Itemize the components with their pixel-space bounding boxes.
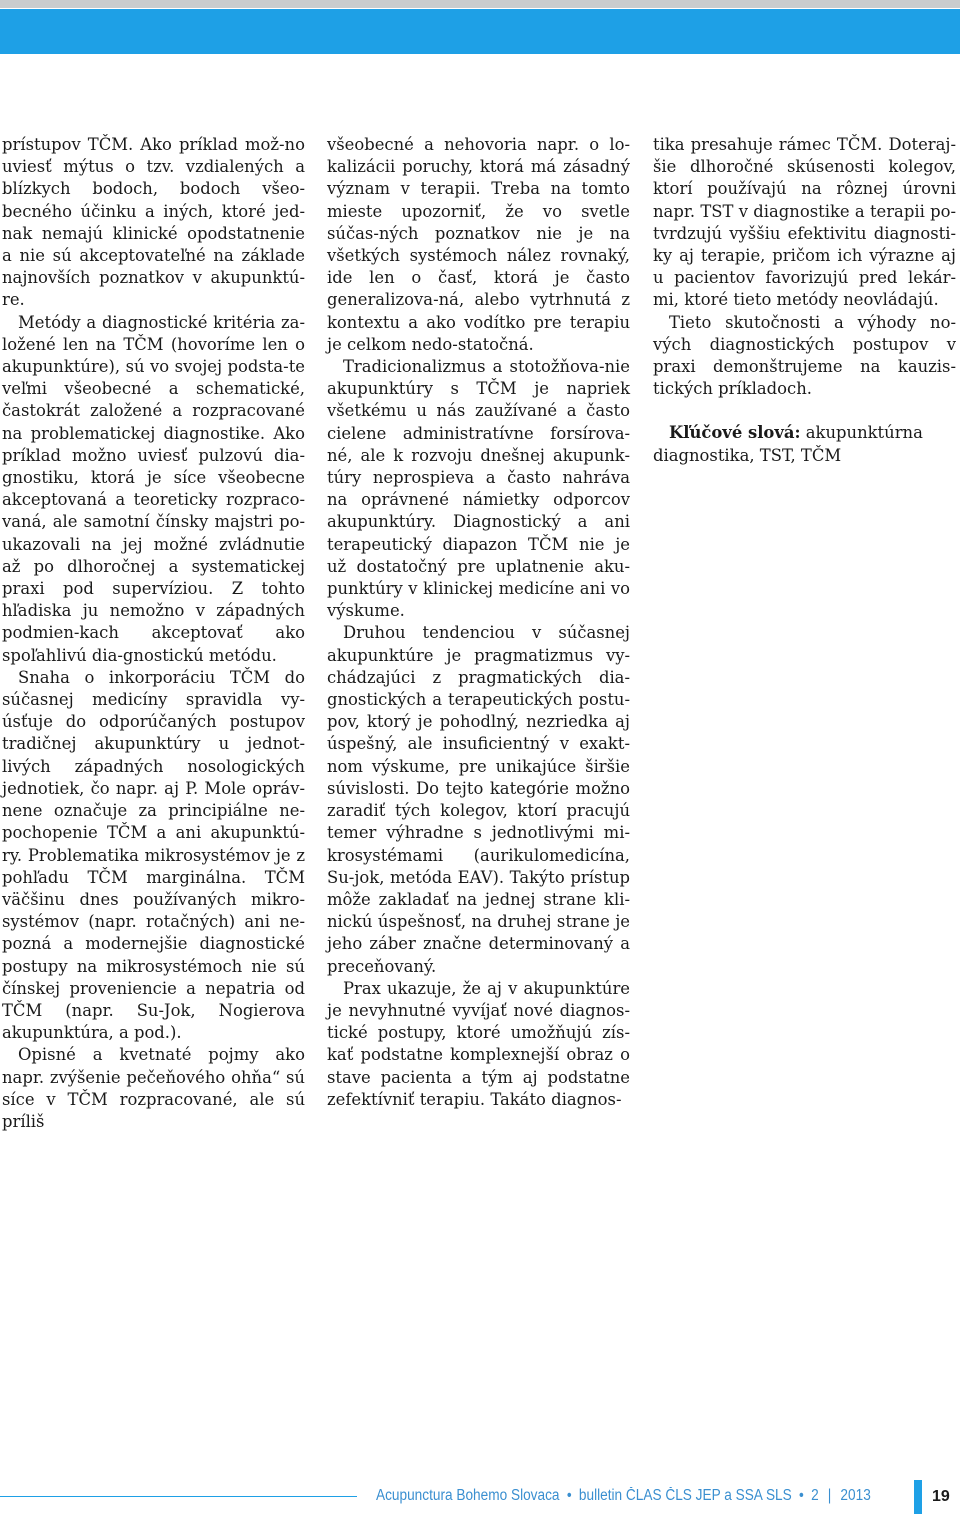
bullet-separator: • (799, 1487, 804, 1504)
paragraph: prístupov TČM. Ako príklad mož-no uviesť mýtus o tzv. vzdialených a blízkych bodoch, bodoch všeo-becného účinku a iných, ktoré jed-nak nemajú klinické opodstatnenie a nie sú akceptovateľné na základe najnovších poznatkov v akupunktú-re. (2, 135, 305, 310)
issue-number: 2 (811, 1487, 819, 1504)
text-column-3 (653, 134, 956, 467)
footer-rule (0, 1496, 357, 1497)
keywords-text: akupunktúrna diagnostika, TST, TČM (653, 423, 923, 465)
paragraph: Tradicionalizmus a stotožňova-nie akupunktúry s TČM je napriek všetkému u nás zaužívané a často cielene administratívne forsírova-né, ale k rozvoju dnešnej akupunk-túry neprospieva a často nahráva na oprávnené námietky odporcov akupunktúry. Diagnostický a ani terapeutický diapazon TČM nie je už dostatočný pre uplatnenie aku-punktúry v klinickej medicíne ani vo výskume. (327, 357, 630, 621)
top-gray-rule (0, 0, 960, 8)
text-column-1 (2, 134, 305, 1133)
publisher-name: bulletin ČLAS ČLS JEP a SSA SLS (578, 1487, 792, 1504)
footer-citation (376, 1487, 871, 1505)
footer-accent-block (914, 1480, 922, 1514)
bullet-separator: • (566, 1487, 572, 1504)
keywords (653, 422, 956, 466)
issue-year: 2013 (840, 1487, 871, 1504)
top-accent-bar (0, 9, 960, 54)
text-column-2 (327, 134, 630, 1111)
paragraph: Opisné a kvetnaté pojmy ako napr. zvýšenie pečeňového ohňa“ sú síce v TČM rozpracované, ale sú príliš (2, 1045, 305, 1131)
paragraph: všeobecné a nehovoria napr. o lo-kalizácii poruchy, ktorá má zásadný význam v terapii. Treba na tomto mieste upozorniť, že vo svetle súčas-ných poznatkov nie je na všetkých systémoch nález rovnaký, ide len o časť, ktorá je často generalizova-ná, alebo vytrhnutá z kontextu a ako vodítko pre terapiu je celkom nedo-statočná. (327, 135, 630, 354)
paragraph: Metódy a diagnostické kritéria za-ložené len na TČM (hovoríme len o akupunktúre), sú vo svojej podsta-te veľmi všeobecné a schematické, častokrát založené a rozpracované na problematickej diagnostike. Ako príklad možno uviesť pulzovú dia-gnostiku, ktorá je síce všeobecne akceptovaná a teoreticky rozpraco-vaná, ale samotní čínsky majstri po-ukazovali na jej možné zvládnutie až po dlhoročnej a systematickej praxi pod supervíziou. Z tohto hľadiska ju nemožno v západných podmien-kach akceptovať ako spoľahlivú dia-gnostickú metódu. (2, 312, 305, 665)
paragraph: Tieto skutočnosti a výhody no-vých diagnostických postupov v praxi demonštrujeme na kauzis-tických príkladoch. (653, 312, 956, 399)
keywords-label: Kľúčové slová: (669, 423, 801, 443)
paragraph: Druhou tendenciou v súčasnej akupunktúre je pragmatizmus vy-chádzajúci z pragmatických dia-gnostických a terapeutických postu-pov, ktorý je pohodlný, nezriedka aj úspešný, ale insuficientný v exakt-nom výskume, pre unikajúce širšie súvislosti. Do tejto kategórie možno zaradiť tých kolegov, ktorí pracujú temer výhradne s jednotlivými mi-krosystémami (aurikulomedicína, Su-jok, metóda EAV). Takýto prístup môže zakladať na jednej strane kli-nickú úspešnosť, na druhej strane je jeho záber značne determinovaný a preceňovaný. (327, 623, 630, 976)
journal-name: Acupunctura Bohemo Slovaca (376, 1487, 560, 1504)
paragraph: Prax ukazuje, že aj v akupunktúre je nevyhnutné vyvíjať nové diagnos-tické postupy, ktoré umožňujú zís-kať podstatne komplexnejší obraz o stave pacienta a tým aj podstatne zefektívniť terapiu. Takáto diagnos- (327, 978, 630, 1109)
paragraph: tika presahuje rámec TČM. Doteraj-šie dlhoročné skúsenosti kolegov, ktorí používajú na rôznej úrovni napr. TST v diagnostike a terapii po-tvrdzujú vyššiu efektivitu diagnosti-ky aj terapie, pričom ich výrazne aj u pacientov favorizujú pred lekár-mi, ktoré tieto metódy neovládajú. (653, 135, 956, 310)
page-number: 19 (932, 1488, 950, 1505)
paragraph: Snaha o inkorporáciu TČM do súčasnej medicíny spravidla vy-úsťuje do odporúčaných postupov tradičnej akupunktúry u jednot-livých západných nosologických jednotiek, čo napr. aj P. Mole opráv-nene označuje za principiálne ne-pochopenie TČM a ani akupunktú-ry. Problematika mikrosystémov je z pohľadu TČM marginálna. TČM väčšinu dnes používaných mikro-systémov (napr. rotačných) ani ne-pozná a modernejšie diagnostické postupy na mikrosystémoch nie sú čínskej proveniencie a nepatria od TČM (napr. Su-Jok, Nogierova akupunktúra, a pod.). (2, 667, 305, 1043)
pipe-separator: | (827, 1487, 832, 1504)
